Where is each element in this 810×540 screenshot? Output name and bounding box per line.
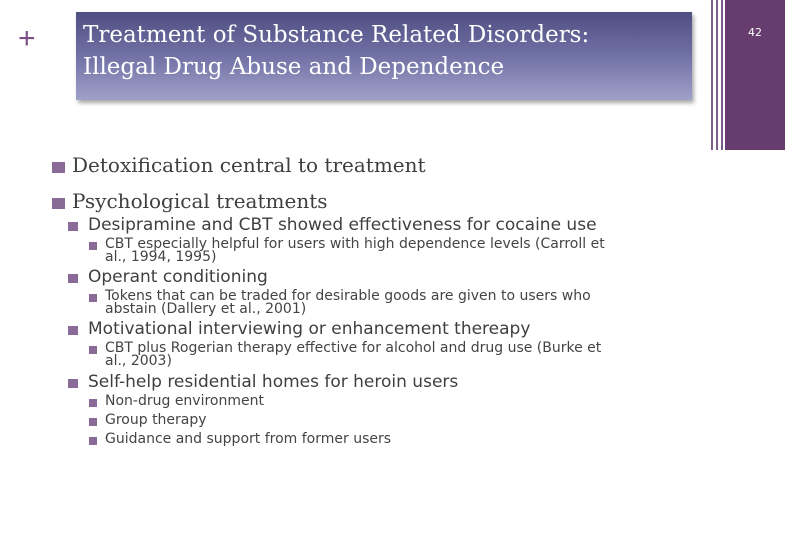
plus-icon: +	[18, 22, 36, 55]
bullet-cbt-line1: CBT especially helpful for users with high dependence levels (Carroll et	[105, 236, 605, 252]
title-line-2: Illegal Drug Abuse and Dependence	[83, 54, 505, 80]
bullet-detox: Detoxification central to treatment	[72, 153, 426, 177]
bullet-motivational: Motivational interviewing or enhancement thereapy	[88, 319, 531, 339]
bullet-operant: Operant conditioning	[88, 267, 268, 287]
bullet-tokens-line2: abstain (Dallery et al., 2001)	[105, 301, 307, 317]
bullet-icon	[68, 274, 78, 283]
bullet-nondrug: Non-drug environment	[105, 393, 264, 409]
bullet-icon	[89, 437, 97, 445]
bullet-tokens-line1: Tokens that can be traded for desirable goods are given to users who	[105, 288, 591, 304]
bullet-desipramine: Desipramine and CBT showed effectiveness for cocaine use	[88, 215, 597, 235]
bullet-icon	[89, 294, 97, 302]
bullet-icon	[89, 346, 97, 354]
title-line-1: Treatment of Substance Related Disorders:	[83, 22, 590, 48]
bullet-rogerian-line1: CBT plus Rogerian therapy effective for alcohol and drug use (Burke et	[105, 340, 602, 356]
bullet-icon	[89, 242, 97, 250]
bullet-icon	[68, 326, 78, 335]
bullet-selfhelp: Self-help residential homes for heroin users	[88, 372, 459, 392]
bullet-group: Group therapy	[105, 412, 207, 428]
bullet-icon	[52, 198, 65, 209]
bullet-cbt-line2: al., 1994, 1995)	[105, 249, 217, 265]
bullet-icon	[68, 379, 78, 388]
bullet-rogerian-line2: al., 2003)	[105, 353, 172, 369]
bullet-icon	[89, 418, 97, 426]
bullet-icon	[89, 399, 97, 407]
slide-number: 42	[748, 26, 762, 39]
bullet-icon	[52, 162, 65, 173]
bullet-icon	[68, 222, 78, 231]
bullet-guidance: Guidance and support from former users	[105, 431, 392, 447]
bullet-psych: Psychological treatments	[72, 189, 328, 213]
